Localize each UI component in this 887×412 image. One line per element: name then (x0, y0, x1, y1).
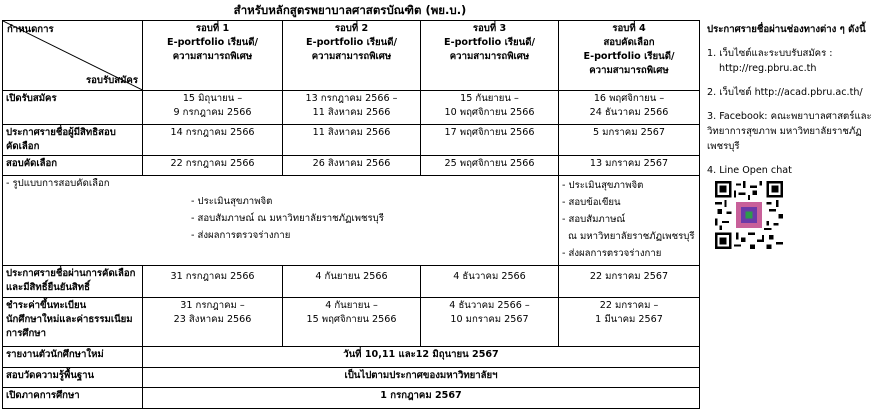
passed-list-row (3, 266, 700, 298)
round-desc-line: E-portfolio เรียนดี/ (583, 51, 675, 62)
row-label: ชำระค่าขึ้นทะเบียน นักศึกษาใหม่และค่าธรรมเนียม การศึกษา (3, 298, 143, 347)
corner-bottom-label: รอบรับสมัคร (86, 74, 138, 86)
round-name: รอบที่ 4 (612, 23, 646, 34)
date-cell: 16 พฤศจิกายน – 24 ธันวาคม 2566 (559, 90, 700, 124)
report-row (3, 347, 700, 368)
channel-item-4: 4. Line Open chat (707, 165, 792, 176)
method-item: - ส่งผลการตรวจร่างกาย (191, 229, 291, 241)
date-cell: 31 กรกฎาคม 2566 (143, 266, 283, 298)
channel-item-1 (707, 46, 885, 76)
row-label: เปิดรับสมัคร (3, 90, 143, 124)
announcement-channels (707, 22, 885, 249)
round-desc-line: ความสามารถพิเศษ (311, 51, 392, 62)
round-desc-line: E-portfolio เรียนดี/ (444, 37, 535, 48)
round-name: รอบที่ 2 (334, 23, 369, 34)
channel-link[interactable]: http://reg.pbru.ac.th (719, 63, 817, 74)
round-2-header (283, 21, 421, 91)
round-desc-line: E-portfolio เรียนดี/ (167, 37, 258, 48)
merged-value-cell: เป็นไปตามประกาศของมหาวิทยาลัยฯ (143, 367, 700, 388)
round-desc-line: E-portfolio เรียนดี/ (306, 37, 397, 48)
round-name: รอบที่ 1 (195, 23, 230, 34)
method-item: - ประเมินสุขภาพจิต (191, 195, 273, 207)
row-label: - รูปแบบการสอบคัดเลือก (6, 177, 110, 189)
round-desc-line: สอบคัดเลือก (603, 37, 655, 48)
round-3-header (421, 21, 559, 91)
method-item: - สอบสัมภาษณ์ (562, 213, 626, 225)
exam-row (3, 156, 700, 176)
date-cell: 22 มกราคม 2567 (559, 266, 700, 298)
row-label: ประกาศรายชื่อผ่านการคัดเลือก และมีสิทธิ์ยืนยันสิทธิ์ (3, 266, 143, 298)
date-cell: 4 กันยายน 2566 (283, 266, 421, 298)
date-cell: 4 ธันวาคม 2566 – 10 มกราคม 2567 (421, 298, 559, 347)
date-cell: 15 มิถุนายน – 9 กรกฎาคม 2566 (143, 90, 283, 124)
date-cell: 11 สิงหาคม 2566 (283, 124, 421, 156)
date-cell: 14 กรกฎาคม 2566 (143, 124, 283, 156)
header-corner-cell (3, 21, 143, 91)
date-cell: 5 มกราคม 2567 (559, 124, 700, 156)
row-label: ประกาศรายชื่อผู้มีสิทธิสอบ คัดเลือก (3, 124, 143, 156)
method-item: ณ มหาวิทยาลัยราชภัฏเพชรบุรี (568, 230, 695, 242)
date-cell: 22 มกราคม – 1 มีนาคม 2567 (559, 298, 700, 347)
method-item: - สอบข้อเขียน (562, 196, 621, 208)
round-desc-line: ความสามารถพิเศษ (589, 65, 669, 76)
eligible-list-row (3, 124, 700, 156)
date-cell: 31 กรกฎาคม – 23 สิงหาคม 2566 (143, 298, 283, 347)
date-cell: 13 กรกฎาคม 2566 – 11 สิงหาคม 2566 (283, 90, 421, 124)
method-item: - ประเมินสุขภาพจิต (562, 179, 644, 191)
date-cell: 25 พฤศจิกายน 2566 (421, 156, 559, 176)
date-cell: 4 กันยายน – 15 พฤศจิกายน 2566 (283, 298, 421, 347)
date-cell: 26 สิงหาคม 2566 (283, 156, 421, 176)
merged-value-cell: วันที่ 10,11 และ12 มิถุนายน 2567 (143, 347, 700, 368)
channel-item-2[interactable]: 2. เว็บไซต์ http://acad.pbru.ac.th/ (707, 87, 863, 98)
round-1-header (143, 21, 283, 91)
row-label: สอบคัดเลือก (3, 156, 143, 176)
round-name: รอบที่ 3 (472, 23, 507, 34)
header-row (3, 21, 700, 91)
round-desc-line: ความสามารถพิเศษ (172, 51, 253, 62)
date-cell: 22 กรกฎาคม 2566 (143, 156, 283, 176)
date-cell: 4 ธันวาคม 2566 (421, 266, 559, 298)
exam-methods-row (3, 175, 700, 265)
admission-schedule-table (2, 20, 700, 409)
row-label: เปิดภาคการศึกษา (3, 388, 143, 409)
basic-test-row (3, 367, 700, 388)
date-cell: 13 มกราคม 2567 (559, 156, 700, 176)
corner-top-label: กำหนดการ (7, 24, 54, 35)
semester-start-row (3, 388, 700, 409)
merged-value-cell: 1 กรกฎาคม 2567 (143, 388, 700, 409)
fee-payment-row (3, 298, 700, 347)
date-cell: 17 พฤศจิกายน 2566 (421, 124, 559, 156)
open-application-row (3, 90, 700, 124)
page-title: สำหรับหลักสูตรพยาบาลศาสตรบัณฑิต (พย.บ.) (233, 3, 467, 17)
date-cell: 15 กันยายน – 10 พฤศจิกายน 2566 (421, 90, 559, 124)
row-label: รายงานตัวนักศึกษาใหม่ (3, 347, 143, 368)
method-item: - ส่งผลการตรวจร่างกาย (562, 247, 662, 259)
round-desc-line: ความสามารถพิเศษ (449, 51, 530, 62)
qr-code-icon[interactable] (715, 181, 783, 249)
round-4-header (559, 21, 700, 91)
channel-item-3[interactable]: 3. Facebook: คณะพยาบาลศาสตร์และวิทยาการสุขภาพ มหาวิทยาลัยราชภัฏเพชรบุรี (707, 111, 872, 152)
channels-heading: ประกาศรายชื่อผ่านช่องทางต่าง ๆ ดังนี้ (707, 24, 866, 35)
row-label: สอบวัดความรู้พื้นฐาน (3, 367, 143, 388)
methods-round4-cell (559, 175, 700, 265)
methods-common-cell (3, 175, 559, 265)
method-item: - สอบสัมภาษณ์ ณ มหาวิทยาลัยราชภัฏเพชรบุรี (191, 212, 384, 224)
channel-label: 1. เว็บไซต์และระบบรับสมัคร : (707, 48, 833, 59)
